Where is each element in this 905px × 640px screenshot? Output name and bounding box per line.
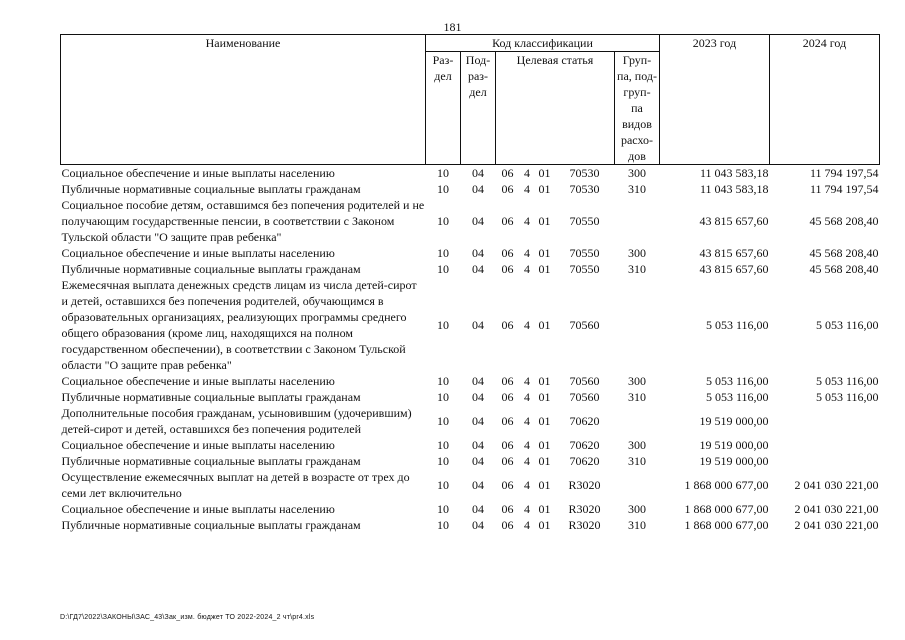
row-amount-2023: 43 815 657,60	[699, 214, 769, 228]
row-amount-2023: 19 519 000,00	[699, 414, 769, 428]
row-amount-2024: 2 041 030 221,00	[794, 478, 879, 492]
row-target-4: 70550	[569, 246, 600, 260]
file-path-footer: D:\ГД7\2022\ЗАКОНЫ\ЗАС_43\Зак_изм. бюджет ТО 2022-2024_2 чт\pr4.xls	[60, 614, 315, 621]
row-razdel: 10	[437, 390, 449, 404]
row-target-1: 06	[501, 454, 514, 468]
row-podrazdel: 04	[472, 318, 484, 332]
row-vid	[615, 469, 660, 501]
row-amount-2024	[770, 405, 880, 437]
table-row	[61, 405, 880, 437]
row-target-1: 06	[501, 438, 514, 452]
row-podrazdel: 04	[472, 374, 484, 388]
row-name: Осуществление ежемесячных выплат на детей в возрасте от трех до семи лет включительно	[61, 470, 410, 500]
row-target-1: 06	[501, 390, 514, 404]
row-vid: 300	[628, 246, 646, 260]
row-amount-2024: 45 568 208,40	[809, 262, 879, 276]
row-target-3: 01	[538, 438, 551, 452]
row-name: Социальное обеспечение и иные выплаты населению	[61, 502, 335, 516]
table-row	[61, 261, 880, 277]
row-target-3: 01	[538, 182, 551, 196]
row-target-3: 01	[538, 414, 551, 428]
row-target-3: 01	[538, 262, 551, 276]
row-podrazdel: 04	[472, 478, 484, 492]
row-razdel: 10	[437, 438, 449, 452]
header-vid	[615, 52, 660, 165]
row-target-1: 06	[501, 166, 514, 180]
table-row	[61, 245, 880, 261]
header-vid-text: Груп- па, под- груп- па видов расхо- дов	[617, 53, 657, 163]
row-target-4: 70560	[569, 318, 600, 332]
row-target-1: 06	[501, 518, 514, 532]
row-target-1: 06	[501, 374, 514, 388]
row-name: Социальное обеспечение и иные выплаты населению	[61, 166, 335, 180]
row-amount-2023: 5 053 116,00	[705, 374, 769, 388]
row-name: Ежемесячная выплата денежных средств лицам из числа детей-сирот и детей, оставшихся без попечения родителей, обучающимся в образовательных организациях, реализующих программы среднего общего образования (кроме лиц, находящихся на полном государственном обеспечении), в соответствии с Законом Тульской области "О защите прав ребенка"	[61, 278, 417, 372]
row-target-4: R3020	[568, 518, 601, 532]
row-amount-2023: 5 053 116,00	[705, 390, 769, 404]
row-amount-2023: 19 519 000,00	[699, 438, 769, 452]
table-row	[61, 373, 880, 389]
row-podrazdel: 04	[472, 166, 484, 180]
row-vid: 300	[628, 502, 646, 516]
row-name: Публичные нормативные социальные выплаты гражданам	[61, 518, 361, 532]
row-target-4: R3020	[568, 478, 601, 492]
row-amount-2023: 5 053 116,00	[705, 318, 769, 332]
row-target-3: 01	[538, 502, 551, 516]
row-target-2: 4	[524, 454, 530, 468]
row-amount-2023: 1 868 000 677,00	[684, 478, 769, 492]
row-amount-2024	[770, 453, 880, 469]
row-razdel: 10	[437, 262, 449, 276]
row-amount-2024: 45 568 208,40	[809, 246, 879, 260]
row-podrazdel: 04	[472, 454, 484, 468]
row-target-4: 70530	[569, 182, 600, 196]
row-target-3: 01	[538, 454, 551, 468]
row-target-2: 4	[524, 214, 530, 228]
row-razdel: 10	[437, 318, 449, 332]
row-razdel: 10	[437, 454, 449, 468]
row-vid: 310	[628, 262, 646, 276]
row-target-1: 06	[501, 214, 514, 228]
header-year-2023: 2023 год	[660, 35, 770, 165]
row-vid	[615, 197, 660, 245]
row-target-2: 4	[524, 414, 530, 428]
row-amount-2023: 11 043 583,18	[699, 166, 769, 180]
row-target-2: 4	[524, 318, 530, 332]
row-amount-2024: 5 053 116,00	[815, 318, 879, 332]
row-name: Дополнительные пособия гражданам, усыновившим (удочерившим) детей-сирот и детей, оставшихся без попечения родителей	[61, 406, 412, 436]
row-target-1: 06	[501, 414, 514, 428]
row-target-4: 70620	[569, 438, 600, 452]
row-target-1: 06	[501, 182, 514, 196]
row-amount-2024: 2 041 030 221,00	[794, 518, 879, 532]
row-target-2: 4	[524, 166, 530, 180]
row-vid: 310	[628, 454, 646, 468]
row-target-4: 70550	[569, 262, 600, 276]
header-code-group: Код классификации	[426, 35, 660, 52]
row-razdel: 10	[437, 182, 449, 196]
row-podrazdel: 04	[472, 246, 484, 260]
row-target-2: 4	[524, 518, 530, 532]
row-target-4: 70550	[569, 214, 600, 228]
row-target-2: 4	[524, 246, 530, 260]
page-number: 181	[443, 20, 462, 34]
row-name: Социальное обеспечение и иные выплаты населению	[61, 374, 335, 388]
row-target-3: 01	[538, 478, 551, 492]
row-name: Публичные нормативные социальные выплаты гражданам	[61, 390, 361, 404]
row-vid: 310	[628, 518, 646, 532]
row-amount-2023: 19 519 000,00	[699, 454, 769, 468]
table-row	[61, 165, 880, 182]
row-target-2: 4	[524, 182, 530, 196]
header-podrazdel-text: Под- раз- дел	[465, 53, 491, 99]
row-amount-2024: 11 794 197,54	[809, 166, 879, 180]
row-target-4: 70560	[569, 374, 600, 388]
row-name: Социальное пособие детям, оставшимся без попечения родителей и не получающим государственные пенсии, в соответствии с Законом Тульской области "О защите прав ребенка"	[61, 198, 425, 244]
row-target-3: 01	[538, 374, 551, 388]
row-amount-2023: 1 868 000 677,00	[684, 518, 769, 532]
row-amount-2024	[770, 437, 880, 453]
row-target-2: 4	[524, 478, 530, 492]
table-row	[61, 277, 880, 373]
row-razdel: 10	[437, 246, 449, 260]
row-podrazdel: 04	[472, 414, 484, 428]
table-row	[61, 197, 880, 245]
row-podrazdel: 04	[472, 262, 484, 276]
row-amount-2023: 43 815 657,60	[699, 246, 769, 260]
row-razdel: 10	[437, 374, 449, 388]
row-vid: 300	[628, 438, 646, 452]
row-target-4: 70620	[569, 414, 600, 428]
row-podrazdel: 04	[472, 390, 484, 404]
header-name: Наименование	[61, 35, 426, 165]
row-target-1: 06	[501, 246, 514, 260]
row-target-1: 06	[501, 262, 514, 276]
row-target-2: 4	[524, 374, 530, 388]
header-target: Целевая статья	[496, 52, 615, 165]
header-razdel-text: Раз- дел	[432, 53, 454, 83]
table-row	[61, 517, 880, 533]
row-name: Публичные нормативные социальные выплаты гражданам	[61, 182, 361, 196]
row-razdel: 10	[437, 166, 449, 180]
row-amount-2023: 1 868 000 677,00	[684, 502, 769, 516]
row-podrazdel: 04	[472, 438, 484, 452]
row-vid: 300	[628, 374, 646, 388]
row-target-2: 4	[524, 262, 530, 276]
row-name: Социальное обеспечение и иные выплаты населению	[61, 438, 335, 452]
row-target-3: 01	[538, 166, 551, 180]
header-year-2024: 2024 год	[770, 35, 880, 165]
row-amount-2024: 11 794 197,54	[809, 182, 879, 196]
row-target-1: 06	[501, 318, 514, 332]
row-vid: 310	[628, 390, 646, 404]
row-target-3: 01	[538, 246, 551, 260]
row-razdel: 10	[437, 478, 449, 492]
row-amount-2024: 2 041 030 221,00	[794, 502, 879, 516]
row-target-3: 01	[538, 214, 551, 228]
row-target-4: 70620	[569, 454, 600, 468]
row-vid	[615, 277, 660, 373]
row-amount-2023: 11 043 583,18	[699, 182, 769, 196]
row-razdel: 10	[437, 414, 449, 428]
row-amount-2024: 5 053 116,00	[815, 374, 879, 388]
row-target-1: 06	[501, 502, 514, 516]
row-target-4: 70530	[569, 166, 600, 180]
row-target-3: 01	[538, 390, 551, 404]
row-razdel: 10	[437, 518, 449, 532]
row-razdel: 10	[437, 502, 449, 516]
row-podrazdel: 04	[472, 182, 484, 196]
row-podrazdel: 04	[472, 518, 484, 532]
table-row	[61, 469, 880, 501]
row-target-2: 4	[524, 390, 530, 404]
row-target-4: 70560	[569, 390, 600, 404]
row-amount-2023: 43 815 657,60	[699, 262, 769, 276]
row-name: Социальное обеспечение и иные выплаты населению	[61, 246, 335, 260]
table-row	[61, 501, 880, 517]
row-podrazdel: 04	[472, 214, 484, 228]
header-razdel	[426, 52, 461, 165]
header-podrazdel	[461, 52, 496, 165]
row-name: Публичные нормативные социальные выплаты гражданам	[61, 262, 361, 276]
row-podrazdel: 04	[472, 502, 484, 516]
row-target-1: 06	[501, 478, 514, 492]
row-target-4: R3020	[568, 502, 601, 516]
row-vid: 300	[628, 166, 646, 180]
table-row	[61, 453, 880, 469]
row-amount-2024: 5 053 116,00	[815, 390, 879, 404]
budget-table	[60, 34, 880, 533]
table-row	[61, 389, 880, 405]
row-target-2: 4	[524, 502, 530, 516]
row-amount-2024: 45 568 208,40	[809, 214, 879, 228]
row-vid: 310	[628, 182, 646, 196]
table-row	[61, 437, 880, 453]
row-target-3: 01	[538, 318, 551, 332]
row-target-2: 4	[524, 438, 530, 452]
row-target-3: 01	[538, 518, 551, 532]
row-vid	[615, 405, 660, 437]
table-row	[61, 181, 880, 197]
row-name: Публичные нормативные социальные выплаты гражданам	[61, 454, 361, 468]
row-razdel: 10	[437, 214, 449, 228]
